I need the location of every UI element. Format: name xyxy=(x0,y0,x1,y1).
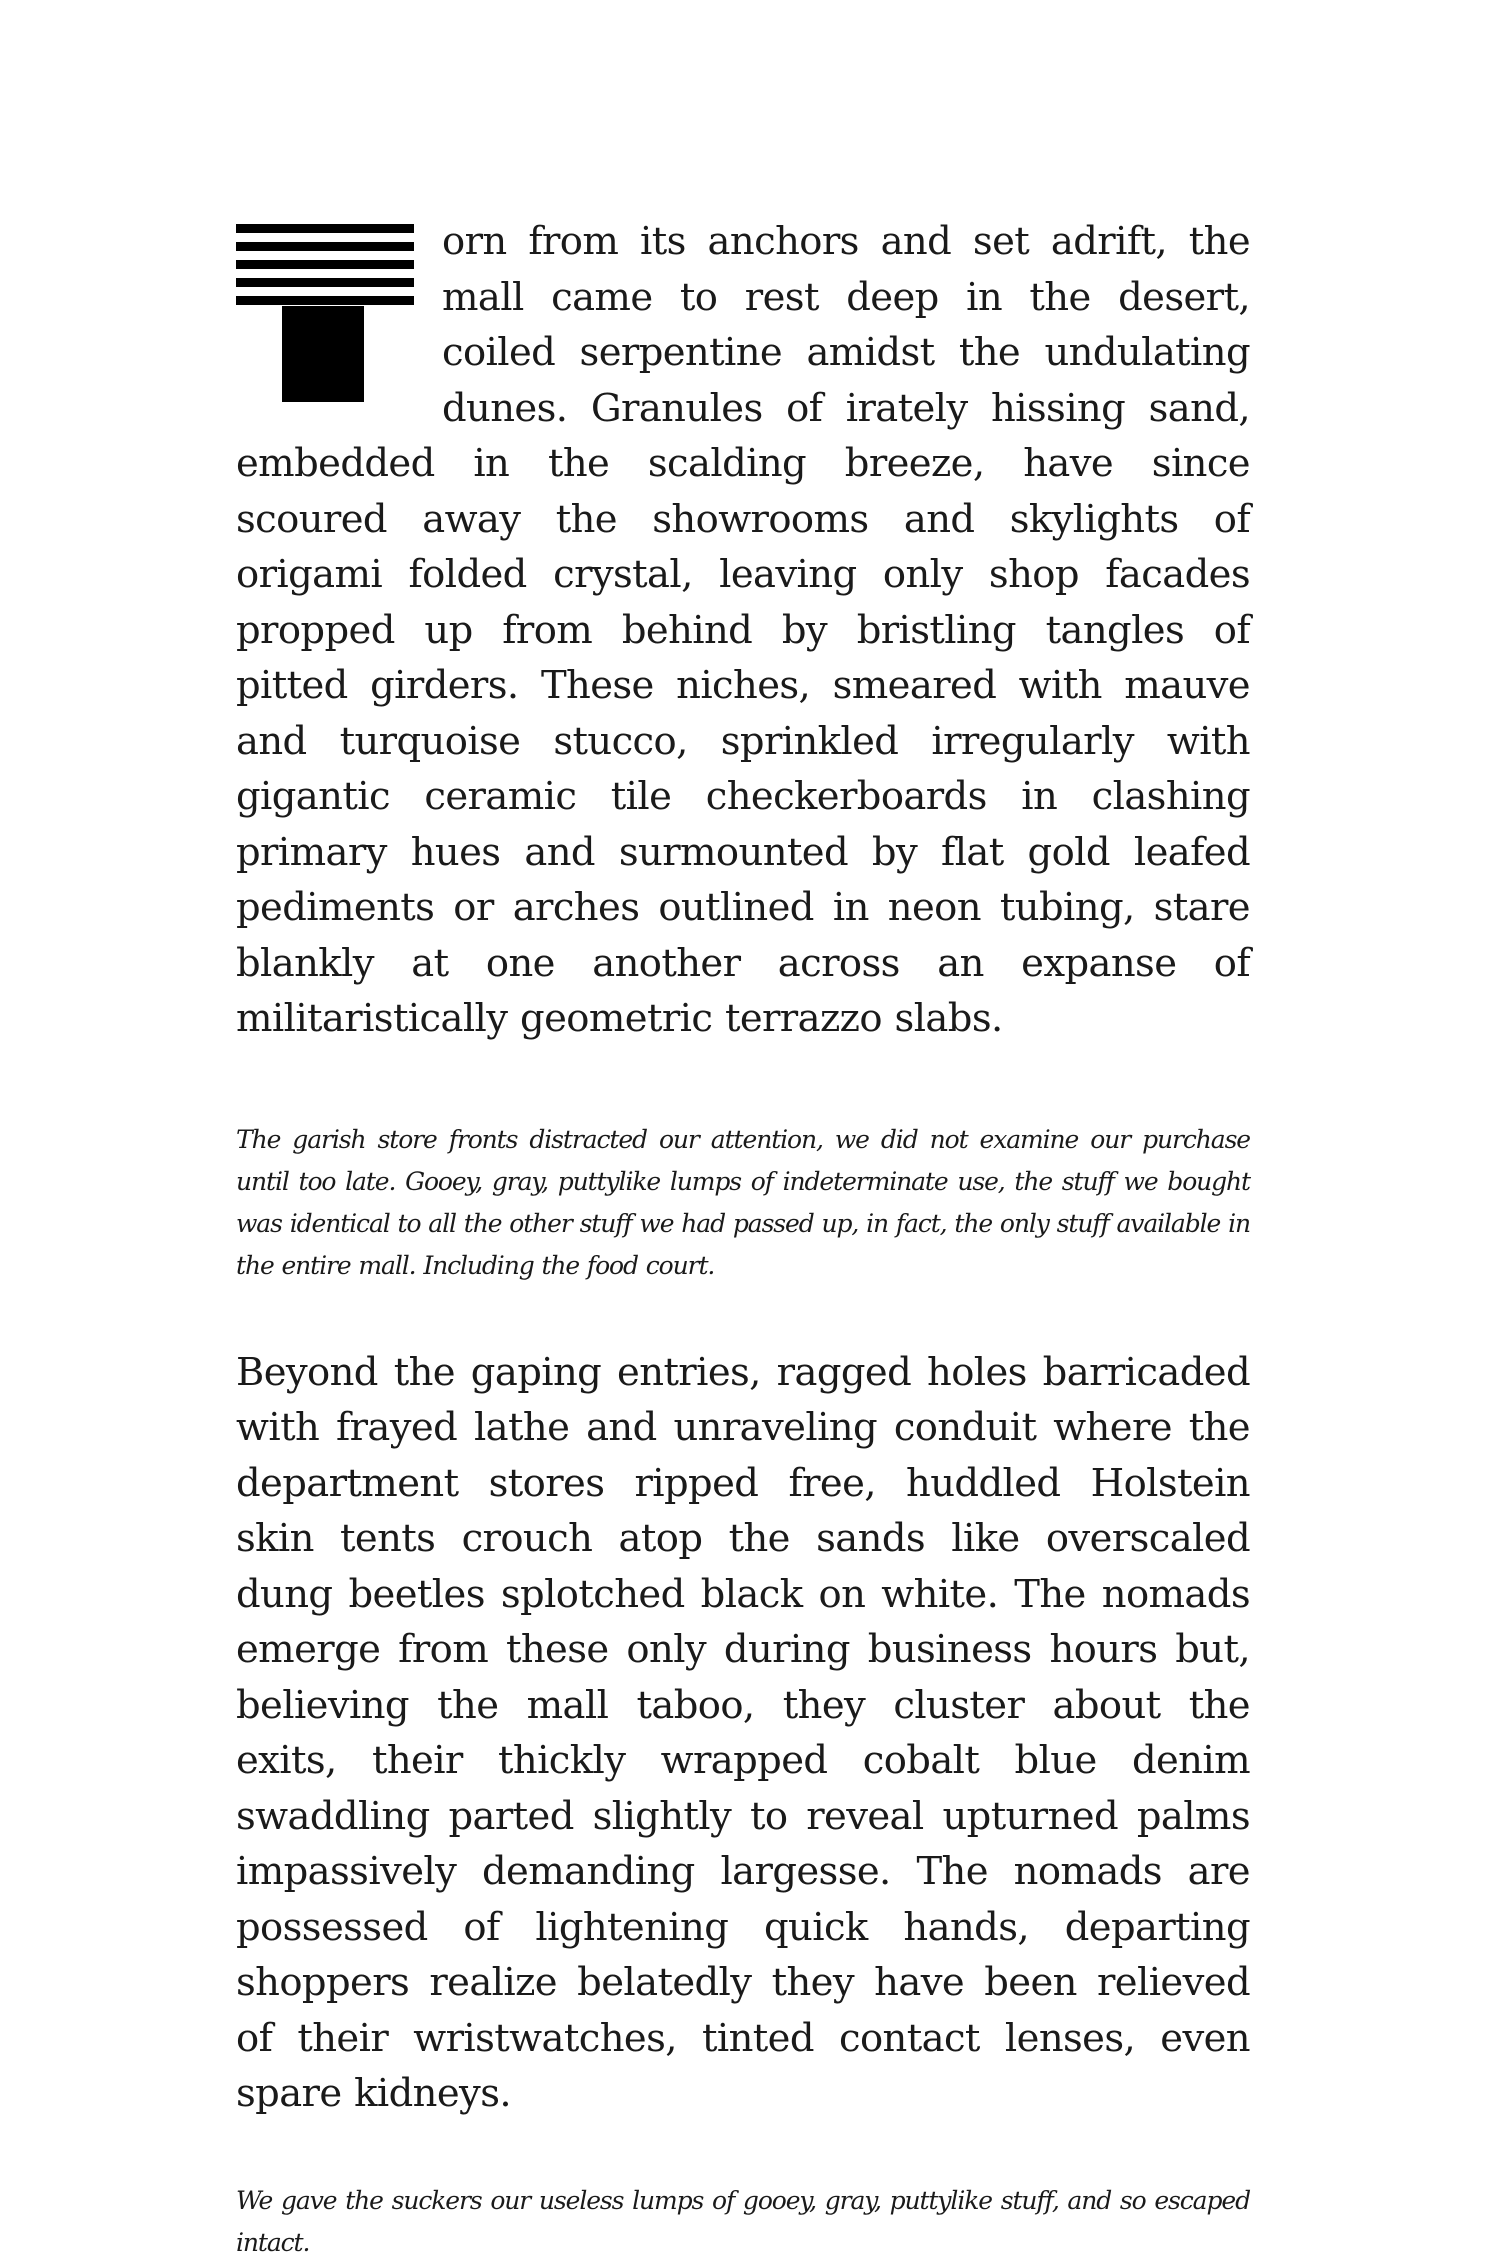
paragraph-1 xyxy=(236,214,1250,1047)
page-body xyxy=(236,214,1250,2264)
drop-cap-bar xyxy=(236,296,414,305)
drop-cap-bar xyxy=(236,278,414,287)
paragraph-1-text: orn from its anchors and set adrift, the mall came to rest deep in the desert, coiled serpentine amidst the undulating dunes. Granules of irately hissing sand, embedded in the scalding breeze, have since scoured away the showrooms and skylights of origami folded crystal, leaving only shop facades propped up from behind by bristling tangles of pitted girders. These niches, smeared with mauve and turquoise stucco, sprinkled irregularly with gigantic ceramic tile checkerboards in clashing primary hues and surmounted by flat gold leafed pediments or arches outlined in neon tubing, stare blankly at one another across an expanse of militaristically geometric terrazzo slabs. xyxy=(236,219,1250,1041)
drop-cap-bar xyxy=(236,242,414,251)
aside-note-1: The garish store fronts distracted our attention, we did not examine our purchase until too late. Gooey, gray, puttylike lumps of indeterminate use, the stuff we bought was identical to all the other stuff we had passed up, in fact, the only stuff available in the entire mall. Including the food court. xyxy=(236,1124,1250,1280)
drop-cap-bar xyxy=(236,224,414,233)
drop-cap-t-ornament xyxy=(236,224,414,402)
paragraph-2: Beyond the gaping entries, ragged holes barricaded with frayed lathe and unraveling conduit where the department stores ripped free, huddled Holstein skin tents crouch atop the sands like overscaled dung beetles splotched black on white. The nomads emerge from these only during business hours but, believing the mall taboo, they cluster about the exits, their thickly wrapped cobalt blue denim swaddling parted slightly to reveal upturned palms impassively demanding largesse. The nomads are possessed of lightening quick hands, departing shoppers realize belatedly they have been relieved of their wristwatches, tinted contact lenses, even spare kidneys. xyxy=(236,1349,1250,2116)
drop-cap-stem xyxy=(282,306,364,402)
aside-note-2: We gave the suckers our useless lumps of gooey, gray, puttylike stuff, and so escaped intact. xyxy=(236,2185,1250,2257)
drop-cap-bar xyxy=(236,260,414,269)
